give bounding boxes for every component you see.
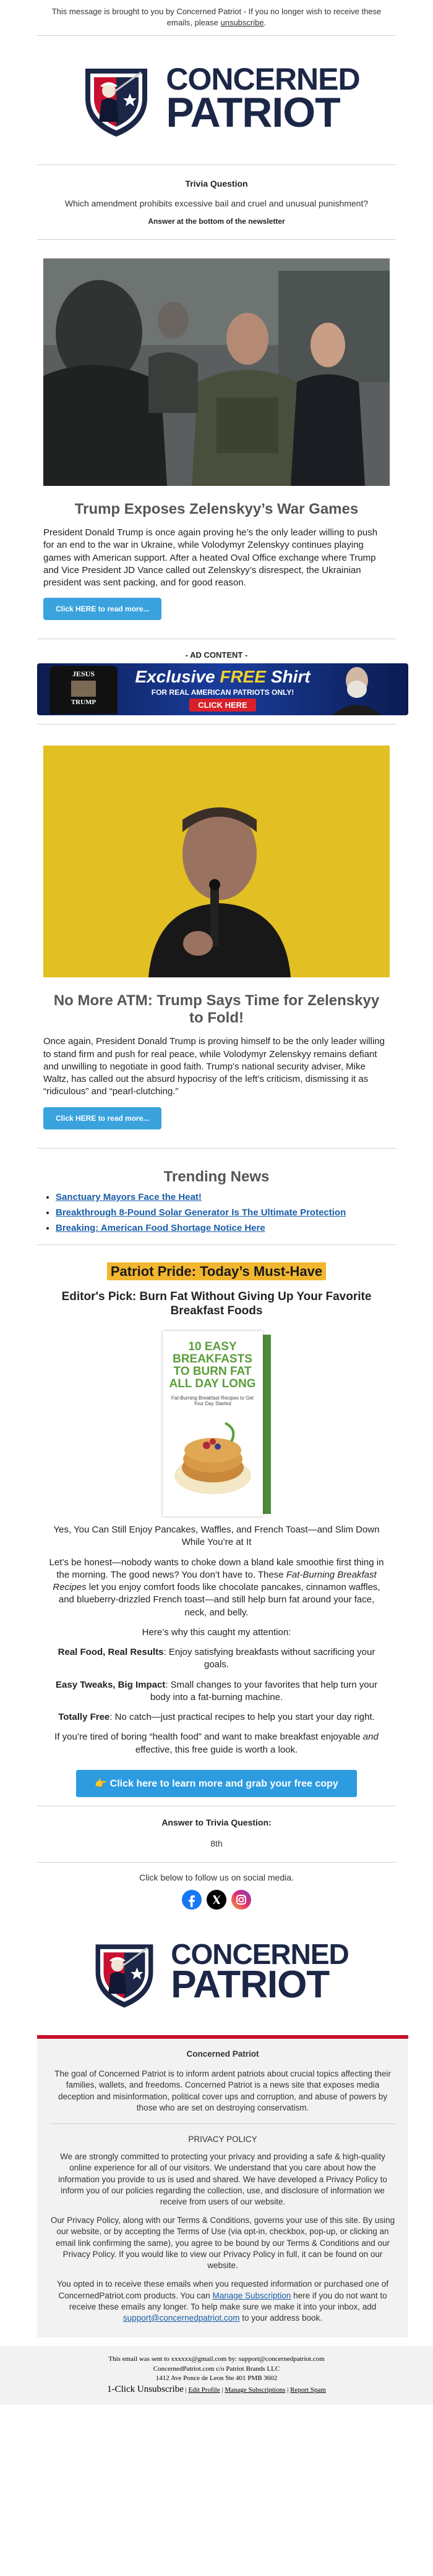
footer-patriot-shield-icon [84, 1932, 165, 2012]
bottom-line-2: ConcernedPatriot.com c/o Patriot Brands LLC [153, 2365, 280, 2373]
bottom-line-3: 1412 Ave Ponce de Leon Ste 401 PMB 3602 [155, 2374, 278, 2382]
pride-paragraph-4 [46, 1731, 387, 1756]
pride-feature-3-text: : No catch—just practical recipes to help you start your day right. [109, 1712, 375, 1723]
divider [49, 2123, 396, 2124]
divider [37, 1862, 396, 1863]
book-subtitle: Fat-Burning Breakfast Recipes to Get Your Day Started [171, 1395, 254, 1407]
book-title-line-4: ALL DAY LONG [169, 1377, 256, 1390]
bottom-legal-bar [0, 2346, 433, 2405]
logo-wordmark [166, 61, 360, 136]
article-1-body: President Donald Trump is once again proving he’s the only leader willing to push for an end to the war in Ukraine, while Volodymyr Zelenskyy continues playing games with American support. After a heated Oval Office exchange where Trump and Vice President JD Vance called out Zelenskyy’s disrespect, the Ukrainian president was sent packing, and for good reason. [43, 527, 378, 589]
book-title-line-2: BREAKFASTS [173, 1353, 252, 1366]
divider [37, 239, 396, 240]
pride-cta-wrap [37, 1770, 396, 1797]
footer-org-title: Concerned Patriot [186, 2049, 259, 2059]
report-spam-link[interactable]: Report Spam [290, 2386, 326, 2394]
trending-link-1[interactable]: Sanctuary Mayors Face the Heat! [56, 1191, 202, 1202]
pride-paragraph-2 [46, 1557, 387, 1619]
support-email-link[interactable]: support@concernedpatriot.com [122, 2313, 240, 2323]
social-label: Click below to follow us on social media. [139, 1872, 294, 1882]
trivia-title: Trivia Question [185, 179, 248, 189]
preheader: This message is brought to you by Concerned Patriot - If you no longer wish to receive these emails, please unsubscribe. [51, 7, 382, 27]
ad-label: - AD CONTENT - [185, 650, 248, 660]
pride-paragraph-3: Here’s why this caught my attention: [142, 1626, 291, 1638]
pride-p4-part-a: If you’re tired of boring “health food” and want to make breakfast enjoyable [54, 1732, 363, 1743]
pride-paragraph-1: Yes, You Can Still Enjoy Pancakes, Waffles, and French Toast—and Slim Down While You’re at It [53, 1524, 380, 1548]
pride-feature-1-title: Real Food, Real Results [58, 1647, 164, 1658]
pride-cta-button[interactable]: 👉 Click here to learn more and grab your free copy [76, 1770, 356, 1797]
ad-shirt-graphic [71, 681, 96, 697]
bottom-links: 1-Click Unsubscribe | Edit Profile | Manage Subscriptions | Report Spam [107, 2384, 326, 2395]
logo-line-2: PATRIOT [166, 88, 340, 136]
trending-item [56, 1223, 396, 1233]
footer-org-text: The goal of Concerned Patriot is to inform ardent patriots about crucial topics affecting their families, wallets, and freedoms. Concerned Patriot is a news site that exposes media deception and misinformation, political cover ups and corruption, and abuse of powers by those who are set on destroying conservatism. [54, 2069, 391, 2112]
social-icons [37, 1890, 396, 1913]
answer-title: Answer to Trivia Question: [161, 1817, 272, 1827]
pride-p4-part-b: effective, this free guide is worth a look. [135, 1744, 298, 1755]
one-click-unsubscribe-link[interactable]: 1-Click Unsubscribe [107, 2384, 184, 2395]
pride-feature-3 [46, 1711, 387, 1724]
pride-feature-2-text: : Small changes to your favorites that help turn your body into a fat-burning machine. [150, 1679, 377, 1702]
footer-box [37, 2039, 408, 2337]
pride-p4-emphasis: and [362, 1732, 379, 1743]
instagram-icon[interactable] [231, 1890, 251, 1910]
divider [37, 724, 396, 725]
facebook-icon[interactable] [182, 1890, 202, 1910]
trending-title: Trending News [163, 1168, 270, 1185]
book-spine [262, 1335, 271, 1514]
trending-item [56, 1192, 396, 1202]
editor-pick-title: Editor's Pick: Burn Fat Without Giving Up Your Favorite Breakfast Foods [61, 1290, 372, 1318]
pride-feature-2-title: Easy Tweaks, Big Impact [56, 1679, 166, 1690]
footer-logo-wordmark [171, 1938, 349, 2007]
privacy-paragraph-1: We are strongly committed to protecting your privacy and providing a safe & high-quality online experience for all of our visitors. We understand that you care about how the information you provide to us is used and shared. We have developed a Privacy Policy to inform you of our policies regarding the collection, use, and disclosure of information we receive from users of our website. [58, 2152, 387, 2207]
trivia-note: Answer at the bottom of the newsletter [148, 217, 285, 226]
pride-p2-emphasis: Fat-Burning Breakfast Recipes [53, 1569, 377, 1593]
trending-link-2[interactable]: Breakthrough 8-Pound Solar Generator Is The Ultimate Protection [56, 1207, 346, 1218]
newsletter [37, 0, 396, 2405]
footer-brand-logo [37, 1923, 396, 2021]
ad-shirt-text-2: TRUMP [71, 699, 96, 707]
preheader-unsubscribe-link[interactable]: unsubscribe [220, 17, 264, 27]
footer-logo-line-1: CONCERNED [171, 1938, 349, 1971]
patriot-shield-icon [73, 55, 160, 142]
article-1-photo[interactable] [43, 258, 390, 486]
pride-banner [37, 1264, 396, 1280]
preheader-text: This message is brought to you by Concerned Patriot - If you no longer wish to receive these emails, please [51, 7, 382, 27]
brand-logo [37, 46, 396, 151]
logo-line-1: CONCERNED [166, 61, 360, 96]
ad-shirt-text-1: JESUS [72, 670, 95, 679]
ad-headline [130, 667, 315, 687]
optin-part-b: here if you do not want to receive these emails any longer. To help make sure we make it into your inbox, add [69, 2290, 387, 2311]
trending-list [37, 1192, 396, 1233]
optin-part-a: You opted in to receive these emails when you requested information or purchased one of ConcernedPatriot.com products. You can [56, 2279, 389, 2300]
footer-logo-line-2: PATRIOT [171, 1963, 330, 2007]
ad-headline-pre: Exclusive [135, 667, 220, 687]
optin-paragraph [49, 2279, 396, 2324]
trivia-question: Which amendment prohibits excessive bail and cruel and unusual punishment? [64, 198, 369, 209]
privacy-paragraph-2: Our Privacy Policy, along with our Terms & Conditions, governs your use of this site. By using our website, or by accepting the Terms of Use (via opt-in, checkbox, pop-up, or clicking an email link confirming the same), you agree to be bound by our Terms & Conditions and our Privacy Policy. If you would like to view our Privacy Policy in full, it can be found on our website. [50, 2216, 395, 2271]
divider [37, 164, 396, 165]
ad-headline-post: Shirt [266, 667, 311, 687]
book-title-line-3: TO BURN FAT [173, 1364, 252, 1378]
x-icon[interactable] [207, 1890, 226, 1910]
privacy-title: PRIVACY POLICY [188, 2134, 257, 2144]
ad-subtext: FOR REAL AMERICAN PATRIOTS ONLY! [151, 688, 294, 697]
divider [37, 35, 396, 36]
book-cover[interactable] [163, 1331, 271, 1516]
book-title-line-1: 10 EASY [188, 1340, 237, 1354]
ad-tshirt-image [49, 666, 118, 714]
divider [37, 1148, 396, 1149]
pride-feature-1 [46, 1646, 387, 1672]
book-title [163, 1341, 263, 1390]
optin-part-c: to your address book. [239, 2313, 323, 2323]
pride-banner-text: Patriot Pride: Today’s Must-Have [107, 1262, 326, 1280]
edit-profile-link[interactable]: Edit Profile [188, 2386, 220, 2394]
pride-feature-3-title: Totally Free [58, 1712, 110, 1723]
pride-p2-part-b: let you enjoy comfort foods like chocolate pancakes, cinnamon waffles, and blueberry-drizzled French toast—and still help burn fat around your face, neck, and belly. [58, 1582, 380, 1618]
ad-man-photo [317, 663, 397, 715]
article-2-body: Once again, President Donald Trump is proving himself to be the only leader willing to stand firm and push for real peace, while Volodymyr Zelenskyy remains defiant and unwilling to negotiate in good faith. Trump’s national security adviser, Mike Waltz, has called out the absurd hypocrisy of the left’s criticism, dismissing it as “ridiculous” and “pearl-clutching.” [43, 1036, 385, 1097]
ad-banner[interactable] [37, 663, 408, 715]
article-1-read-more-button[interactable]: Click HERE to read more... [43, 598, 161, 620]
divider [37, 1244, 396, 1245]
trending-link-3[interactable]: Breaking: American Food Shortage Notice Here [56, 1222, 265, 1233]
article-1-headline[interactable]: Trump Exposes Zelenskyy’s War Games [74, 501, 359, 518]
manage-subscriptions-link[interactable]: Manage Subscriptions [225, 2386, 286, 2394]
pride-feature-2 [46, 1679, 387, 1704]
pride-p2-part-a: Let’s be honest—nobody wants to choke down a bland kale smoothie first thing in the morning. The good news? You don’t have to. These [49, 1557, 384, 1580]
answer-value: 8th [210, 1838, 223, 1848]
book-food-image [169, 1411, 256, 1503]
manage-subscription-link[interactable]: Manage Subscription [212, 2290, 291, 2300]
ad-man-icon [317, 663, 397, 715]
book-front [163, 1331, 263, 1516]
ad-copy [130, 667, 315, 712]
bottom-line-1: This email was sent to xxxxxx@gmail.com by: support@concernedpatriot.com [108, 2355, 325, 2363]
pride-feature-1-text: : Enjoy satisfying breakfasts without sacrificing your goals. [163, 1647, 375, 1670]
ad-click-here-button[interactable]: CLICK HERE [189, 699, 255, 712]
trending-item [56, 1207, 396, 1218]
article-2-photo[interactable] [43, 746, 390, 977]
article-2-headline[interactable]: No More ATM: Trump Says Time for Zelenskyy to Fold! [53, 992, 380, 1027]
ad-headline-free: FREE [220, 667, 267, 687]
article-2-read-more-button[interactable]: Click HERE to read more... [43, 1107, 161, 1129]
